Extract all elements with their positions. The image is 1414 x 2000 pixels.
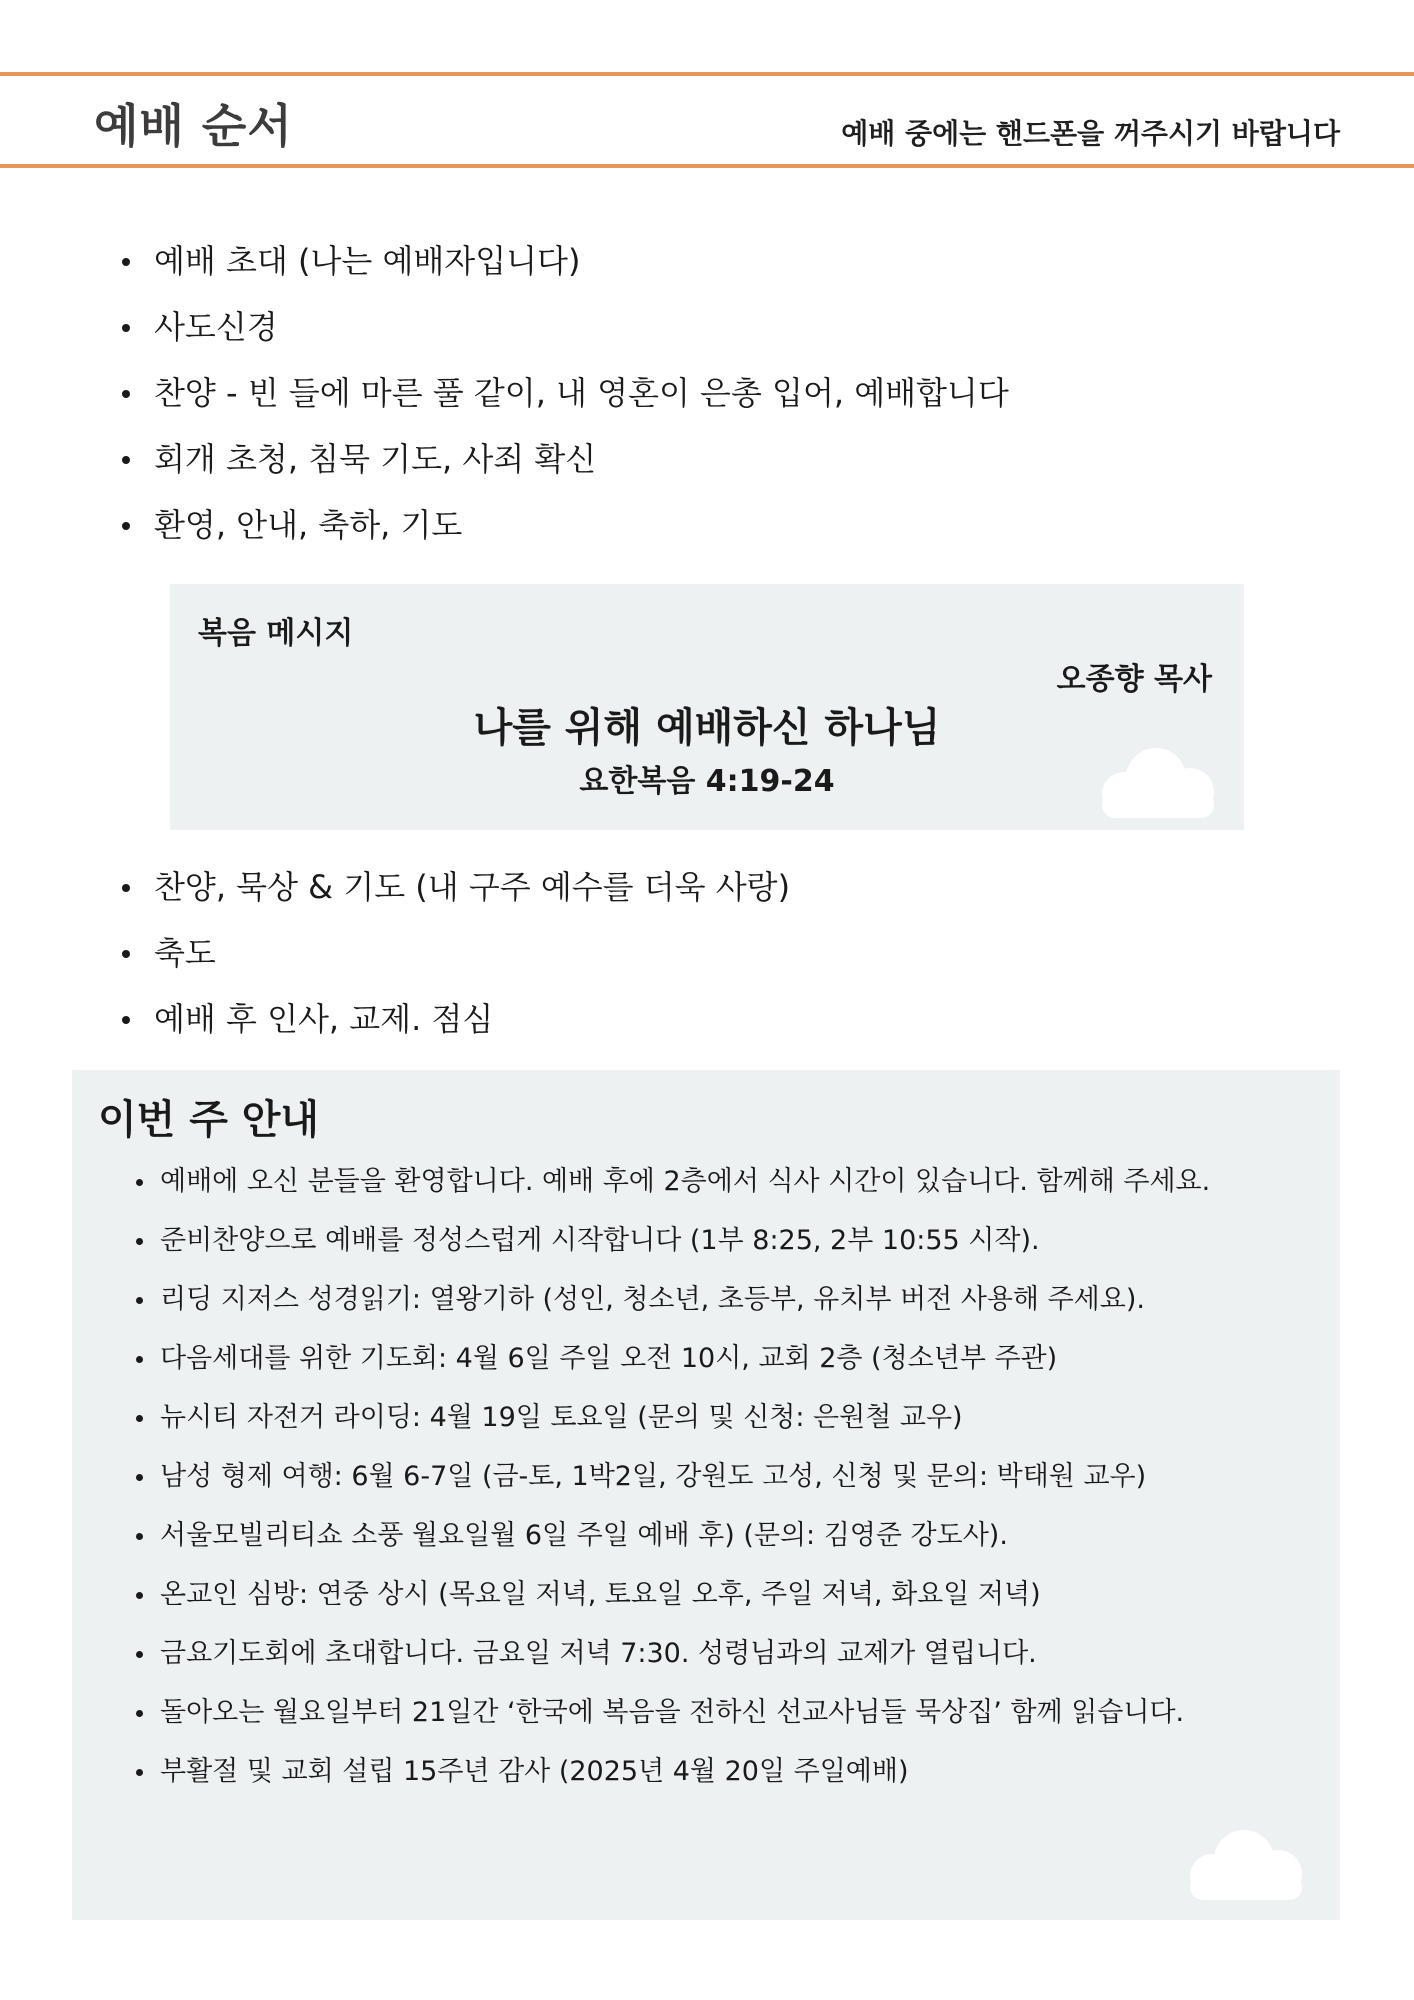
list-item: 부활절 및 교회 설립 15주년 감사 (2025년 4월 20일 주일예배)	[134, 1742, 1210, 1801]
cloud-icon	[1090, 744, 1224, 818]
list-item: 예배 초대 (나는 예배자입니다)	[120, 228, 1009, 294]
announcements-box	[72, 1070, 1340, 1920]
list-item: 다음세대를 위한 기도회: 4월 6일 주일 오전 10시, 교회 2층 (청소년부 주관)	[134, 1329, 1210, 1388]
list-item: 예배에 오신 분들을 환영합니다. 예배 후에 2층에서 식사 시간이 있습니다. 함께해 주세요.	[134, 1152, 1210, 1211]
sermon-title: 나를 위해 예배하신 하나님	[473, 705, 941, 751]
page-header	[0, 72, 1414, 168]
sermon-box	[170, 584, 1244, 830]
list-item: 뉴시티 자전거 라이딩: 4월 19일 토요일 (문의 및 신청: 은원철 교우)	[134, 1388, 1210, 1447]
announcements-title: 이번 주 안내	[98, 1097, 320, 1143]
phone-notice: 예배 중에는 핸드폰을 꺼주시기 바랍니다	[841, 117, 1340, 150]
announcements-list	[134, 1152, 1210, 1801]
list-item: 남성 형제 여행: 6월 6-7일 (금-토, 1박2일, 강원도 고성, 신청 및 문의: 박태원 교우)	[134, 1447, 1210, 1506]
list-item: 돌아오는 월요일부터 21일간 ‘한국에 복음을 전하신 선교사님들 묵상집’ 함께 읽습니다.	[134, 1683, 1210, 1742]
list-item: 축도	[120, 920, 790, 986]
sermon-pastor: 오종향 목사	[1056, 662, 1212, 697]
cloud-icon	[1178, 1826, 1312, 1900]
sermon-reference: 요한복음 4:19-24	[579, 764, 835, 799]
list-item: 준비찬양으로 예배를 정성스럽게 시작합니다 (1부 8:25, 2부 10:55 시작).	[134, 1211, 1210, 1270]
list-item: 금요기도회에 초대합니다. 금요일 저녁 7:30. 성령님과의 교제가 열립니다.	[134, 1624, 1210, 1683]
worship-order-list-bottom	[120, 854, 790, 1052]
list-item: 온교인 심방: 연중 상시 (목요일 저녁, 토요일 오후, 주일 저녁, 화요일 저녁)	[134, 1565, 1210, 1624]
list-item: 리딩 지저스 성경읽기: 열왕기하 (성인, 청소년, 초등부, 유치부 버전 사용해 주세요).	[134, 1270, 1210, 1329]
list-item: 사도신경	[120, 294, 1009, 360]
list-item: 찬양 - 빈 들에 마른 풀 같이, 내 영혼이 은총 입어, 예배합니다	[120, 360, 1009, 426]
worship-order-list-top	[120, 228, 1009, 558]
list-item: 회개 초청, 침묵 기도, 사죄 확신	[120, 426, 1009, 492]
list-item: 예배 후 인사, 교제. 점심	[120, 986, 790, 1052]
page-title: 예배 순서	[94, 99, 293, 153]
list-item: 환영, 안내, 축하, 기도	[120, 492, 1009, 558]
sermon-label: 복음 메시지	[198, 616, 354, 651]
list-item: 서울모빌리티쇼 소풍 월요일월 6일 주일 예배 후) (문의: 김영준 강도사).	[134, 1506, 1210, 1565]
list-item: 찬양, 묵상 & 기도 (내 구주 예수를 더욱 사랑)	[120, 854, 790, 920]
